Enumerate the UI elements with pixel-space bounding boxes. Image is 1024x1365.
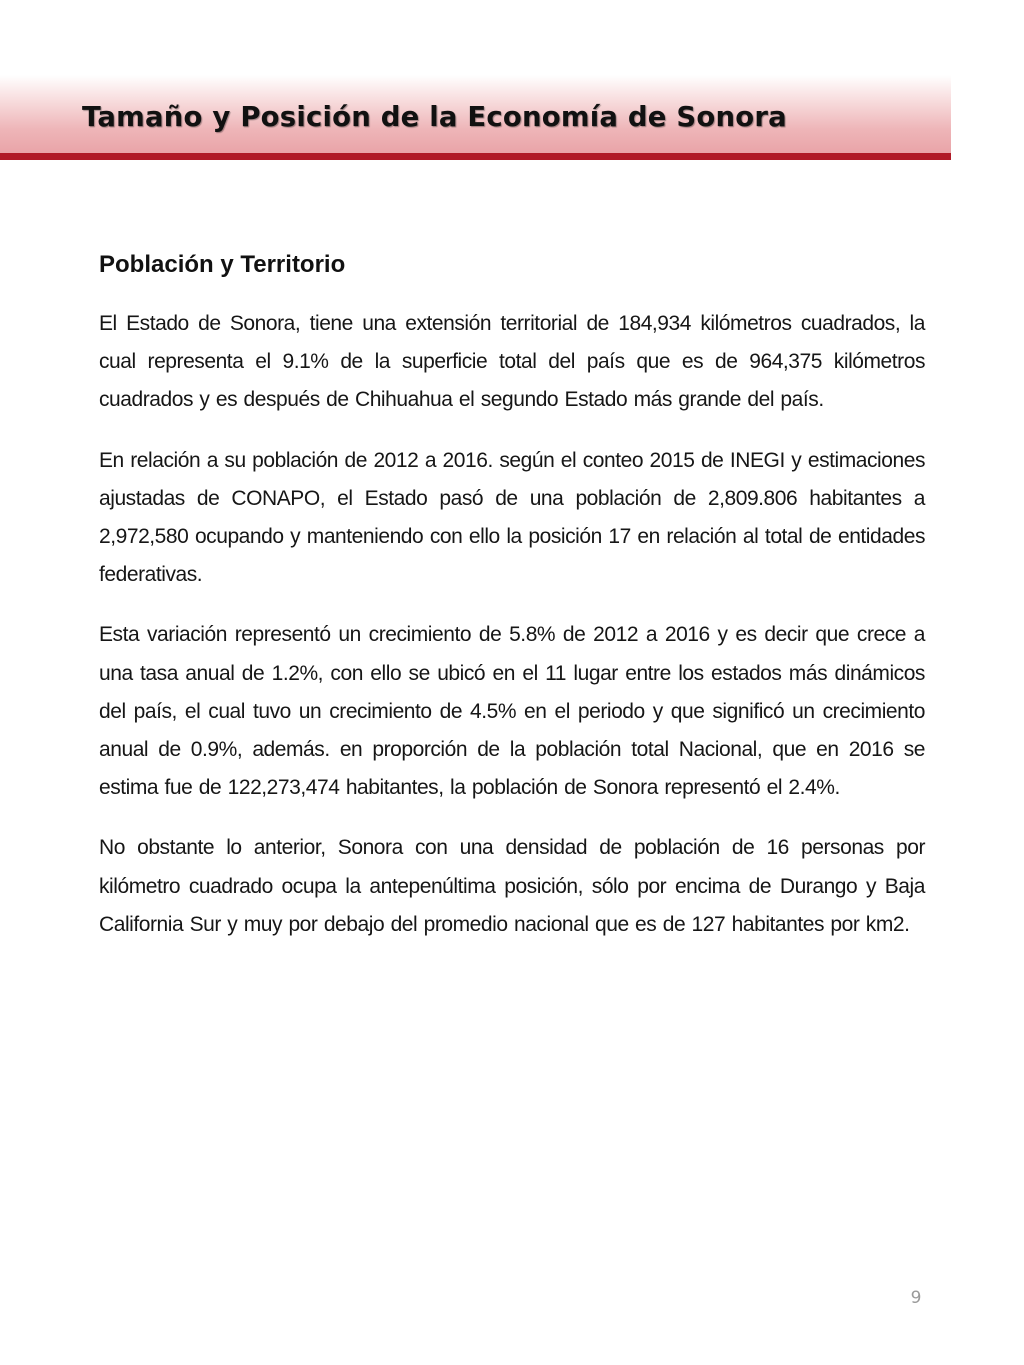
- page-title: Tamaño y Posición de la Economía de Sonora: [82, 101, 787, 133]
- page-number: 9: [910, 1288, 922, 1308]
- paragraph-density: No obstante lo anterior, Sonora con una densidad de población de 16 personas por kilómetro cuadrado ocupa la antepenúltima posición, sólo por encima de Durango y Baja California Sur y muy por debajo del promedio nacional que es de 127 habitantes por km2.: [99, 836, 925, 936]
- section-heading: Población y Territorio: [99, 251, 346, 278]
- main-content: [99, 247, 925, 966]
- paragraph-population: En relación a su población de 2012 a 2016. según el conteo 2015 de INEGI y estimaciones ajustadas de CONAPO, el Estado pasó de una población de 2,809.806 habitantes a 2,972,580 ocupando y manteniendo con ello la posición 17 en relación al total de entidades federativas.: [99, 448, 925, 587]
- paragraph-territory: El Estado de Sonora, tiene una extensión territorial de 184,934 kilómetros cuadrados, la cual representa el 9.1% de la superficie total del país que es de 964,375 kilómetros cuadrados y es después de Chihuahua el segundo Estado más grande del país.: [99, 312, 925, 412]
- paragraph-growth: Esta variación representó un crecimiento de 5.8% de 2012 a 2016 y es decir que crece a una tasa anual de 1.2%, con ello se ubicó en el 11 lugar entre los estados más dinámicos del país, el cual tuvo un crecimiento de 4.5% en el periodo y que significó un crecimiento anual de 0.9%, además. en proporción de la población total Nacional, que en 2016 se estima fue de 122,273,474 habitantes, la población de Sonora representó el 2.4%.: [99, 623, 925, 800]
- header-rule: [0, 153, 951, 160]
